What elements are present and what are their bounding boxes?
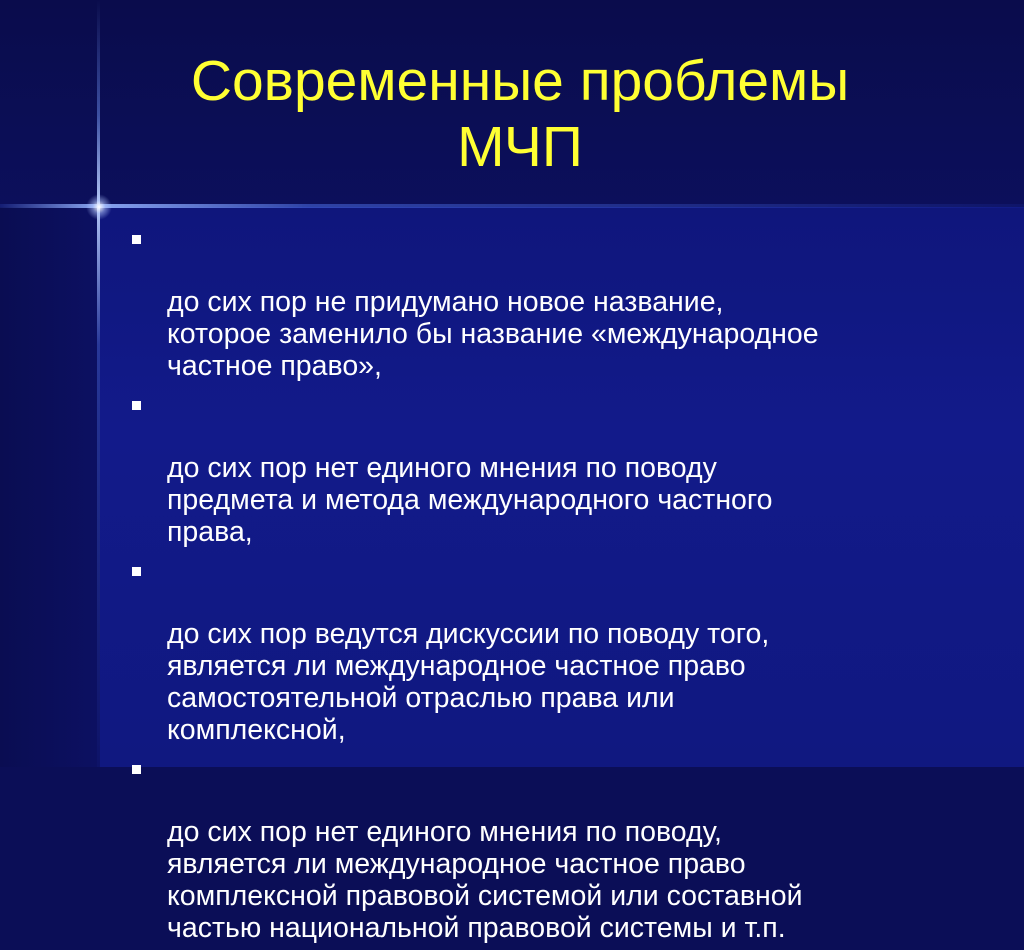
bullet-item <box>130 752 980 944</box>
bullet-text: до сих пор не придумано новое название, которое заменило бы название «международное частное право», <box>167 286 819 382</box>
slide-title <box>120 48 920 180</box>
left-background-panel <box>0 207 100 767</box>
bullet-item <box>130 554 980 746</box>
slide-title-line-1: Современные проблемы <box>190 49 850 113</box>
square-bullet-icon <box>132 401 141 410</box>
square-bullet-icon <box>132 765 141 774</box>
slide-title-line-2: МЧП <box>457 115 583 179</box>
bullet-list <box>130 222 980 950</box>
vertical-light-line <box>97 0 100 767</box>
bullet-item <box>130 222 980 382</box>
horizontal-light-line <box>0 204 1024 208</box>
bullet-text: до сих пор ведутся дискуссии по поводу того, является ли международное частное право самостоятельной отраслью права или комплексной, <box>167 618 770 746</box>
bullet-text: до сих пор нет единого мнения по поводу, является ли международное частное право комплексной правовой системой или составной частью национальной правовой системы и т.п. <box>167 816 803 944</box>
bullet-text: до сих пор нет единого мнения по поводу предмета и метода международного частного права, <box>167 452 773 548</box>
square-bullet-icon <box>132 235 141 244</box>
square-bullet-icon <box>132 567 141 576</box>
bullet-item <box>130 388 980 548</box>
sparkle-icon <box>86 194 112 220</box>
